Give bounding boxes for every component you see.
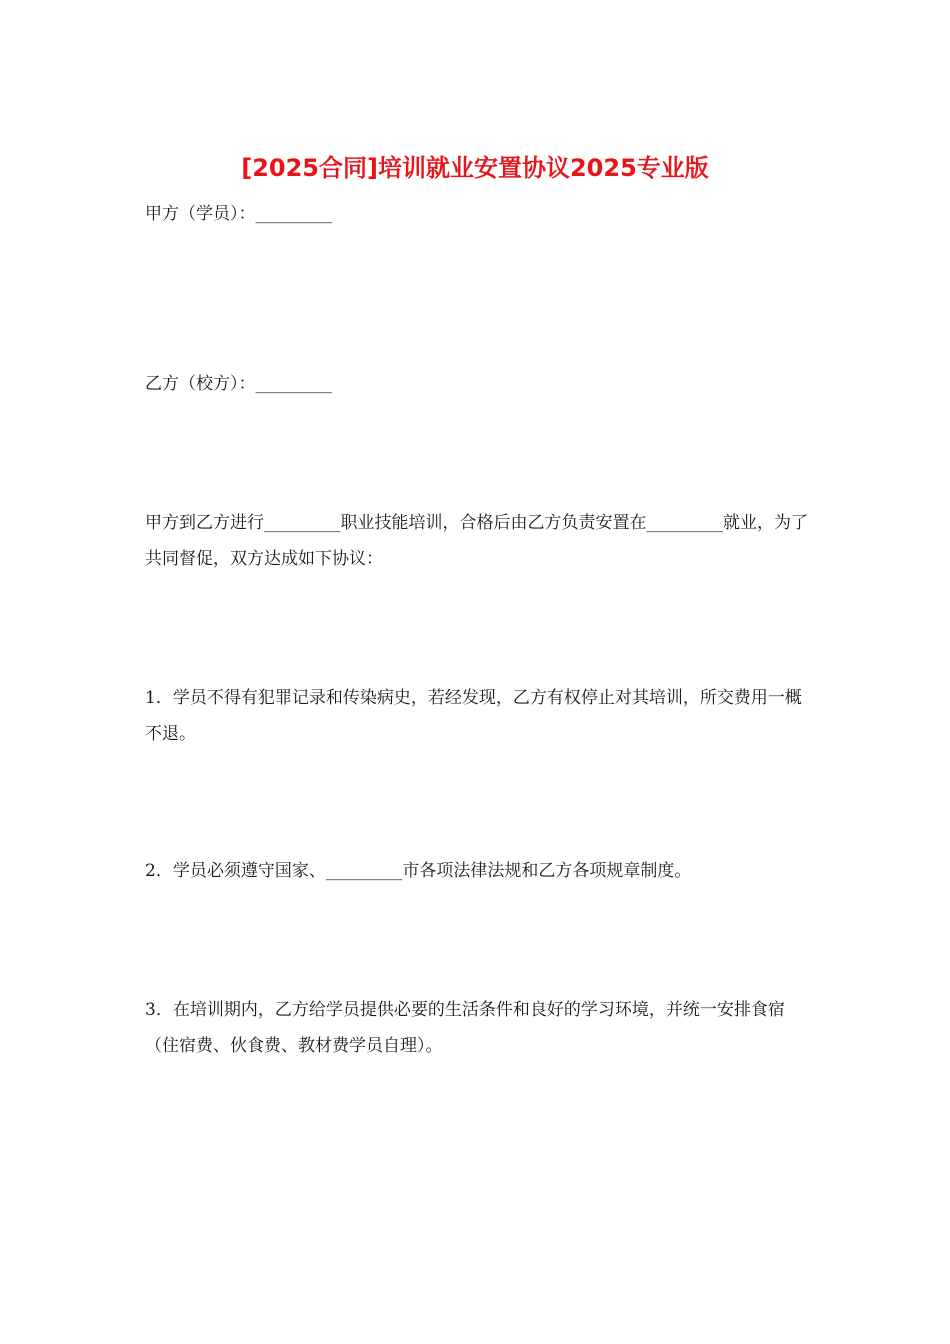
clause-1: 1．学员不得有犯罪记录和传染病史，若经发现，乙方有权停止对其培训，所交费用一概不退。 <box>145 688 802 744</box>
document-title: [2025合同]培训就业安置协议2025专业版 <box>241 154 709 182</box>
clause-3: 3．在培训期内，乙方给学员提供必要的生活条件和良好的学习环境，并统一安排食宿（住宿费、伙食费、教材费学员自理）。 <box>145 1000 785 1056</box>
party-a-line: 甲方（学员）：_________ <box>145 204 332 224</box>
party-b-line: 乙方（校方）：_________ <box>145 374 332 394</box>
clause-2: 2．学员必须遵守国家、_________市各项法律法规和乙方各项规章制度。 <box>145 861 692 881</box>
intro-paragraph: 甲方到乙方进行_________职业技能培训，合格后由乙方负责安置在_________就业，为了共同督促，双方达成如下协议： <box>145 513 808 569</box>
